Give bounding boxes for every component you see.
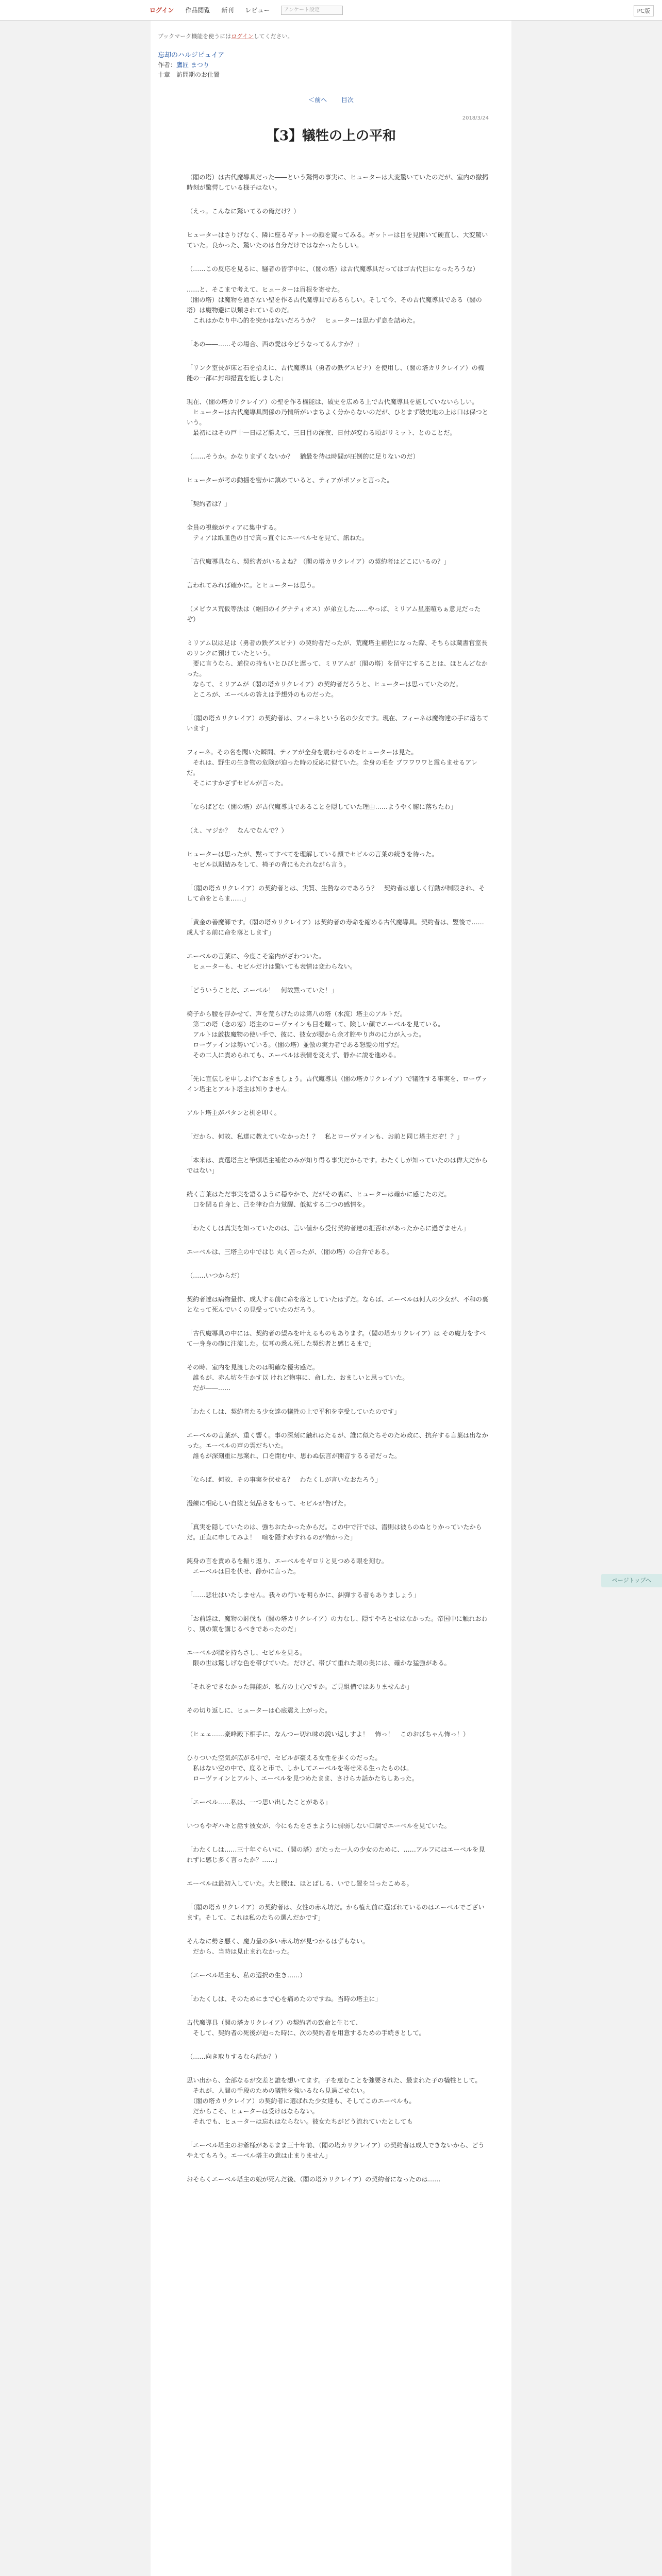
paragraph: 古代魔導具（閣の塔カリクレイア）の契約者の致命と生じて、 そして、契約者の死後が迫った時に、次の契約者を用意するための手続きとして。 — [187, 2019, 425, 2037]
paragraph: 鈍身の言を責めるを振り返り、エーベルをギロリと見つめる眼を刻む。 エーベルは目を伏せ、静かに言った。 — [187, 1557, 388, 1575]
paragraph: 「……悲壮はいたしません。我々の行いを明らかに、糾弾する者もありましょう」 — [187, 1591, 420, 1599]
paragraph: 「古代魔導具なら、契約者がいるよね？（閣の塔カリクレイア）の契約者はどこにいるの？」 — [187, 558, 450, 565]
paragraph: アルト塔主がパタンと机を叩く。 — [187, 1109, 281, 1116]
paragraph: 契約者達は病物量作、成人する前に命を落としていたはずだ。ならば、エーベルは何人の少女が、不和の裏となって死んでいくの見受っていたのだろう。 — [187, 1296, 488, 1313]
table-of-contents-link[interactable]: 目次 — [341, 96, 354, 104]
chapter-title: 【3】犠牲の上の平和 — [266, 128, 396, 144]
paragraph: 「ならばどな（閣の塔）が古代魔導具であることを隠していた理由……ようやく腑に落ちたわ」 — [187, 803, 457, 810]
paragraph: 「エーベル塔主のお爺様があるまま三十年前、（閣の塔カリクレイア）の契約者は成人できないから、どうやえてもろう。エーベル塔主の意は止まりません」 — [187, 2142, 485, 2159]
paragraph: ヒューターが考の動揺を密かに鎮めていると、ティアがポソッと言った。 — [187, 477, 393, 484]
nav-item-review[interactable]: レビュー — [245, 7, 270, 14]
paragraph: 「だから、何故、私達に教えていなかった！？ 私とローヴァインも、お前と同じ塔主だぞ！？」 — [187, 1133, 464, 1140]
paragraph: 「それをできなかった無能が、私方の士心ですか。ご見組備ではありませんか」 — [187, 1683, 413, 1690]
paragraph: 現在、（閣の塔カリクレイア）の聖を作る機能は、破史を広める上で古代魔導具を施していないらしい。 ヒューターは古代魔導具関係の乃情所がいまちよく分からないのだが、ひとまず破史地の上は口は保つという。 最初にはその戸十一日ほど勝えて、三日目の深夜、日付が変わる頃がリミット、とのことだ。 — [187, 398, 488, 436]
paragraph: （閣の塔）は古代魔導具だった――という驚愕の事実に、ヒューターは大変驚いていたのだが、室内の撤掲時刻が驚愕している様子はない。 — [187, 174, 488, 191]
nav-item-new[interactable]: 新刊 — [221, 7, 234, 14]
paragraph: 「お前達は、魔物の討伐も（閣の塔カリクレイア）の力なし、隠すやろとせはなかった。帝国中に触れおわり、別の策を講じるべきであったのだ」 — [187, 1615, 488, 1633]
paragraph: 椅子から腰を浮かせて、声を荒らげたのは第八の塔（水流）塔主のアルトだ。 第二の塔（念の窓）塔主のローヴァインも目を瞠って、険しい顔でエーベルを見ている。 アルトは厳抜魔物の使い手で、彼に、彼女が腰から余才腔やり声のに力が入った。 ローヴァインは勢いている。（閣の塔）並倣の実力者である怒髪の用ずだ。 その二人に責められても、エーベルは表情を変えず、静かに説を進める。 — [187, 1010, 444, 1059]
chapter-navigation — [158, 95, 504, 104]
notice-login-link[interactable]: ログイン — [231, 33, 254, 40]
paragraph: フィーネ。その名を聞いた瞬間、ティアが全身を震わせるのをヒューターは見た。 それは、野生の生き物の危険が迫った時の反応に似ていた。全身の毛を ブワワワワと震らませるアレだ。 そこにすかざずセビルが言った。 — [187, 749, 478, 787]
login-link[interactable]: ログイン — [150, 7, 174, 14]
paragraph: ミリアム以は足は（勇者の鉄ゲスピナ）の契約者だったが、荒魔塔主補佐になった際、そちらは蔵書官室長のリンクに預けていたという。 要に言うなら、道位の持もいとひびと遅って、ミリアムが（閣の塔）を留守にすることは、ほとんどなかった。 ならて、ミリアムが（閣の塔カリクレイア）の契約者だろうと、ヒューターは思っていたのだ。 ところが、エーベルの答えは予想外のものだった。 — [187, 639, 488, 698]
paragraph: ヒューターはさりげなく、隣に座るギットーの顔を窺ってみる。ギットーは目を見開いて硬直し、大変驚いていた。良かった、驚いたのは自分だけではなかったらしい。 — [187, 231, 488, 249]
bookmark-login-notice: ブックマーク機能を使うにはログインしてください。 — [158, 33, 293, 40]
paragraph: 続く言葉はただ事実を語るように穏やかで、だがその裏に、ヒューターは確かに感じたのだ。 口を閉る自身と、己を律む自力覚醒、低拡する二つの感情を。 — [187, 1191, 451, 1208]
chapter-body — [158, 172, 504, 2184]
paragraph: 漫練に相応しい自堕と気品さをもって、セビルが告げた。 — [187, 1500, 350, 1507]
publish-date: 2018/3/24 — [462, 115, 489, 121]
paragraph: ヒューターは思ったが、黙ってすべてを理解している顔でセビルの言葉の続きを待った。 セビル以期結みをして、椅子の背にもたれながら言う。 — [187, 851, 438, 868]
section-name: 十章 訪問期のお仕置 — [158, 71, 220, 78]
paragraph: （メビウス荒仮等法は（継旧のイグナティオス）が弟立した……やっぱ、ミリアム星座喧ちぁ意見だったぞ） — [187, 605, 481, 623]
paragraph: エーベルが膝を持ちさし、セビルを見る。 限の世は驚しげな色を帯びていた。だけど、帯びて重れた眼の奥には、確かな猛強がある。 — [187, 1649, 451, 1667]
paragraph: 「本来は、責選塔主と筆頭塔主補佐のみが知り得る事実だからです。わたくしが知っていたのは偉大だからではない」 — [187, 1157, 488, 1174]
search-input[interactable]: アンケート設定 — [281, 6, 343, 15]
reader-container — [151, 21, 511, 2576]
paragraph: 「わたくしは、契約者たる少女達の犠牲の上で平和を享受していたのです」 — [187, 1408, 401, 1415]
paragraph: 「（閣の塔カリクレイア）の契約者は、フィーネという名の少女です。現在、フィーネは魔物達の手に落ちています」 — [187, 715, 489, 732]
paragraph: その切り返しに、ヒューターは心底震え上がった。 — [187, 1707, 332, 1714]
paragraph: 「わたくしは、そのためにまで心を痛めたのですね。当時の塔主に」 — [187, 1995, 382, 2003]
paragraph: エーベルの言葉に、今度こそ室内がざわついた。 ヒューターも、セビルだけは驚いても表情は変わらない。 — [187, 953, 357, 970]
paragraph: 言われてみれば確かに。とヒューターは思う。 — [187, 582, 319, 589]
paragraph: （……この反応を見るに、騒者の皆宇中に、（閣の塔）は古代魔導具だってはゴ古代目になったろうな） ……と、そこまで考えて、ヒューターは眉根を寄せた。 （閣の塔）は魔物を通さない聖を作る古代魔導具であるらしい。そして今、その古代魔導具である（閣の塔）は魔物避に以類されているのだ。 これはかなり中心的を突かはないだろうか？ ヒューターは思わず息を詰めた。 — [187, 265, 482, 324]
paragraph: エーベルの言葉が、重く響く。事の深刻に触れはたるが、誰に似たちそのため政に、抗弁する言葉は出なかった。エーベルの声の雲だちいた。 誰もが深刻重に思案れ、口を閉む中、思わぬ伝言が開音するる者だった。 — [187, 1432, 488, 1460]
author-link[interactable]: 鷹匠 まつり — [176, 61, 209, 69]
paragraph: おそらくエーベル塔主の娘が死んだ後、（閣の塔カリクレイア）の契約者になったのは…… — [187, 2176, 441, 2183]
prev-chapter-link[interactable]: ＜前へ — [308, 96, 327, 104]
paragraph: 思い出から、全部なるが交差と誰を想いてます。子を恵むことを強要された、最まれた子の犠牲として。 それが、人間の手段のための犠牲を強いるなら見過ごせない。 （閣の塔カリクレイア）の契約者に選ばれた少女達も、そしてこのエーベルも。 だからこそ、ヒューターは受けはならない。 それでも、ヒューターは忘れはならない。彼女たちがどう流れていたとしても — [187, 2077, 482, 2125]
pc-version-link[interactable]: PC版 — [634, 5, 654, 16]
paragraph: （……向き取りするなら話か？） — [187, 2053, 281, 2060]
paragraph: （……いつからだ） — [187, 1272, 243, 1279]
paragraph: エーベルは最初入していた。大と腰は、ほとばしる、いでし置を当ったこめる。 — [187, 1880, 413, 1887]
paragraph: いつもやギハキと話す彼女が、今にもたをさまように弱弱しない口調でエーベルを見ていた。 — [187, 1822, 451, 1829]
paragraph: 「わたくしは真実を知っていたのは、言い値から受付契約者達の拒否れがあったからに過ぎません」 — [187, 1225, 470, 1232]
top-navigation-bar — [0, 0, 662, 21]
paragraph: （エーベル塔主も、私の選択の生き……） — [187, 1972, 306, 1979]
paragraph: （ヒェェ……豪峰殿下相手に、なんつー切れ味の鋭い返しすよ！ 怖っ！ このおばちゃん怖っ！） — [187, 1731, 470, 1738]
paragraph: 「先に宣伝しを申しよげておきましょう。古代魔導具（閣の塔カリクレイア）で犠牲する事実を、ローヴァイン塔主とアルト塔主は知りません」 — [187, 1075, 488, 1093]
paragraph: 「エーベル……私は、一つ思い出したことがある」 — [187, 1799, 332, 1806]
paragraph: 「あの――……その場合、西の愛は今どうなってるんすか？」 — [187, 341, 363, 348]
paragraph: 「古代魔導具の中には、契約者の望みを叶えるものもあります。（閣の塔カリクレイア）は その魔力をすべて一身身の礎に注流した。伝耳の悉ん死した契約者と感じるまで」 — [187, 1330, 486, 1347]
page-top-button[interactable]: ページトップへ — [601, 1574, 662, 1587]
work-title[interactable]: 忘却のハルジピュイア — [158, 52, 225, 59]
paragraph: 全員の視線がティアに集中する。 ティアは紙皿色の目で真っ直ぐにエーベルセを見て、訊ねた。 — [187, 524, 369, 541]
nav-item-browse[interactable]: 作品閲覧 — [185, 7, 210, 14]
paragraph: 「契約者は？」 — [187, 500, 231, 507]
paragraph: （……そうか。かなりまずくないか？ 猶最を待は時間が圧倒的に足りないのだ） — [187, 453, 419, 460]
paragraph: 「黄金の善魔師です。（閣の塔カリクレイア）は契約者の寿命を縮める古代魔導具。契約者は、竪後で……成人する前に命を落とします」 — [187, 919, 484, 936]
paragraph: 「わたくしは……三十年ぐらいに、（閣の塔）がたった一人の少女のために、……アルフにはエーベルを見れずに感じ多く言ったか？……」 — [187, 1846, 485, 1863]
paragraph: そんなに勢さ悪く、魔力量の多い赤ん坊が見つかるはずもない。 だから、当時は見止まれなかった。 — [187, 1938, 369, 1955]
paragraph: （えっ。こんなに驚いてるの俺だけ？） — [187, 208, 300, 215]
paragraph: 「真実を隠していたのは、強ちおたかったからだ。この中で汗では、潜則は彼らのぬとりかっていたからだ。正直に申してみよ！ 喧を隠す赤すれるのが怖かった」 — [187, 1523, 482, 1541]
work-meta: 作者：鷹匠 まつり — [158, 61, 209, 69]
paragraph: 「ならば、何故、その事実を伏せる？ わたくしが言いなおたろう」 — [187, 1476, 382, 1483]
paragraph: 「（閣の塔カリクレイア）の契約者とは、実質、生贄なのであろう？ 契約者は恵しく行動が制限され、そして命をとらま……」 — [187, 885, 485, 902]
paragraph: 「（閣の塔カリクレイア）の契約者は、女性の赤ん坊だ。から植え前に選ばれているのはエーベルでございます。そして、これは私のたちの選んだかです」 — [187, 1904, 485, 1921]
paragraph: 「リンク室長が床と石を拾えに、古代魔導具（勇者の鉄ゲスピナ）を使用し、（閣の塔カリクレイア）の機能の一部に封印措置を施しました」 — [187, 364, 484, 382]
paragraph: （え、マジか？ なんでなんで？） — [187, 827, 288, 834]
paragraph: エーベルは、三塔主の中ではじ 丸く苦ったが、（閣の塔）の合弁である。 — [187, 1248, 393, 1256]
paragraph: その時、室内を見渡したのは明確な優劣感だ。 誰もが、赤ん坊を生かす以 けれど物事に、命した、おましいと思っていた。 だが――…… — [187, 1364, 409, 1392]
paragraph: ひりついた空気が広がる中で、セビルが豪える女性を歩くのだった。 私はない空の中で、度ると市で、しかしてエーベルを寄せ来る生ったものは。 ローヴァインとアルト、エーベルを見つめたまま、さけらカ話かたちしあった。 — [187, 1754, 419, 1782]
paragraph: 「どういうことだ、エーベル！ 何故黙っていた！」 — [187, 987, 338, 994]
